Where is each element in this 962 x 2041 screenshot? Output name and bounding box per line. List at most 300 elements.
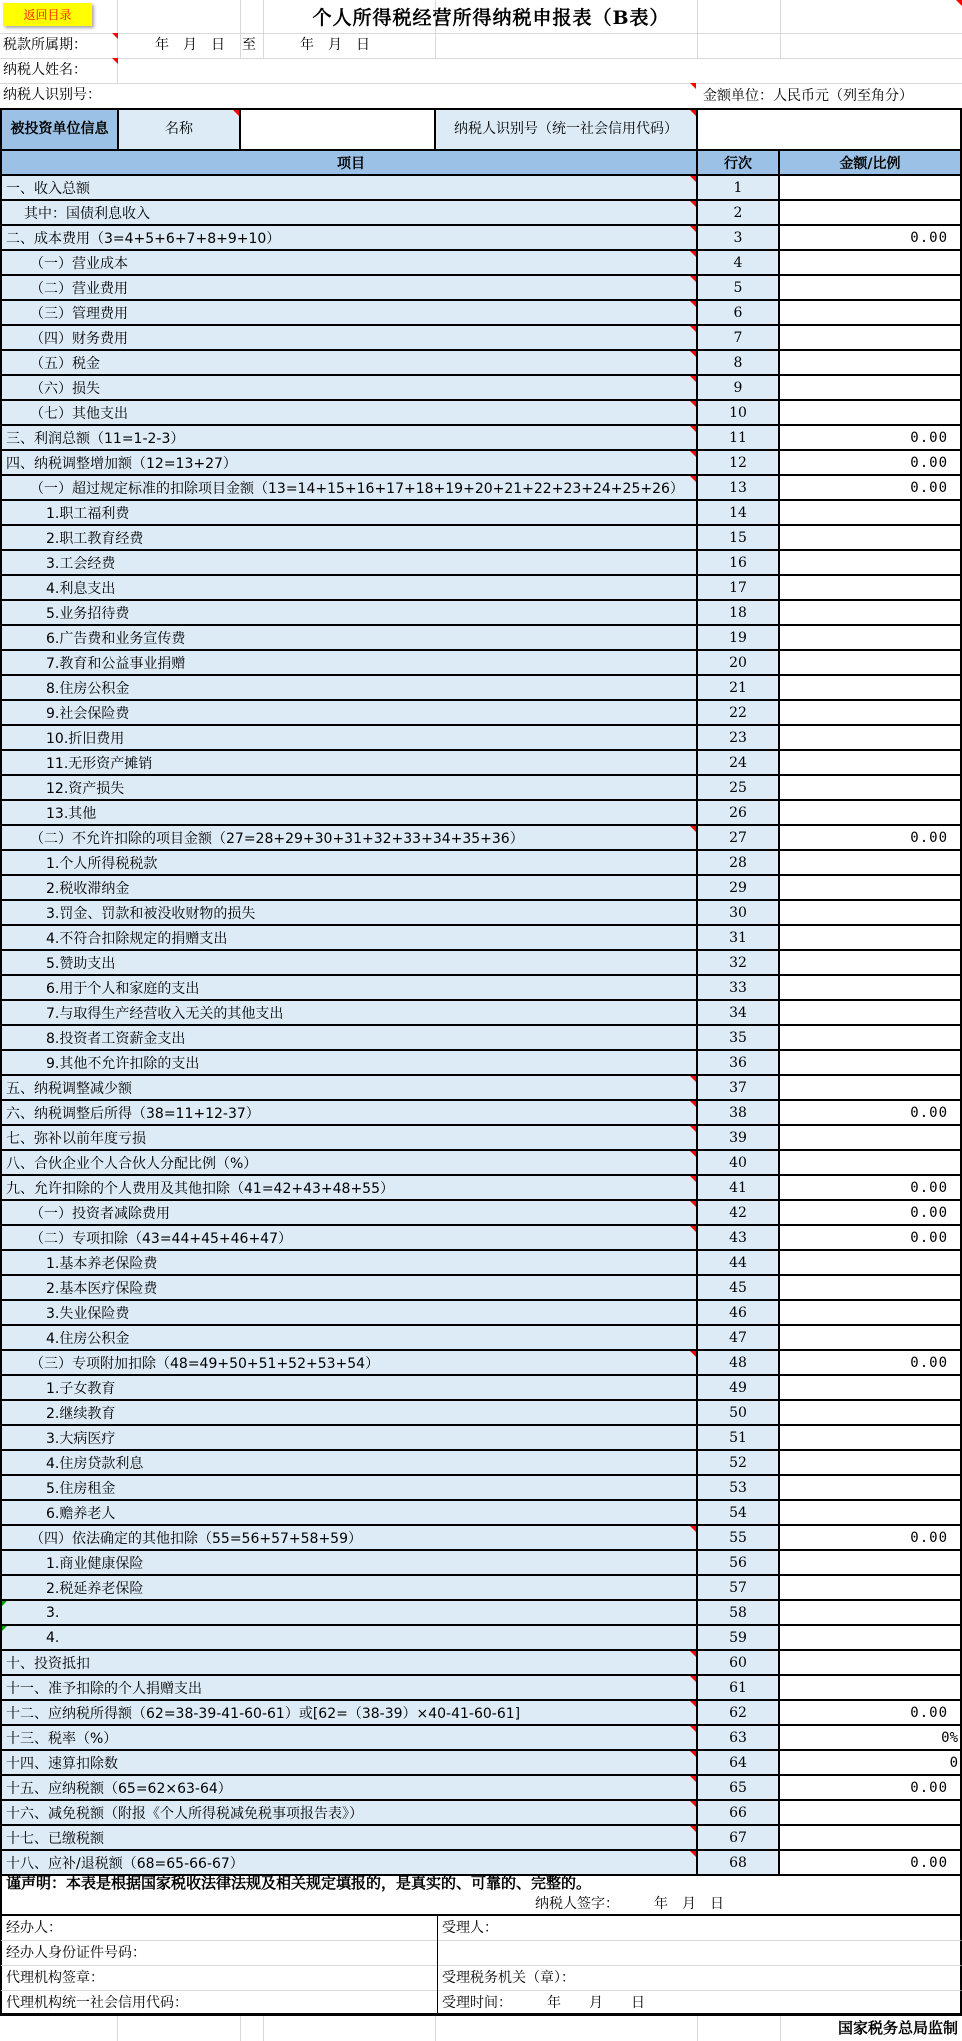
row-item-label: 6.广告费和业务宣传费 (0, 626, 698, 649)
row-item-label: 9.社会保险费 (0, 701, 698, 724)
comment-marker-icon[interactable] (690, 226, 696, 232)
table-row (0, 1251, 962, 1276)
row-line-number: 32 (698, 951, 780, 974)
row-line-number: 31 (698, 926, 780, 949)
row-line-number: 49 (698, 1376, 780, 1399)
table-row (0, 926, 962, 951)
row-item-label: 六、纳税调整后所得（38=11+12-37） (0, 1101, 698, 1124)
row-amount-input[interactable] (780, 801, 962, 824)
agency-seal-field[interactable]: 代理机构签章： (2, 1966, 438, 1991)
row-line-number: 52 (698, 1451, 780, 1474)
row-line-number: 8 (698, 351, 780, 374)
row-item-label: 4.住房贷款利息 (0, 1451, 698, 1474)
comment-marker-icon[interactable] (956, 0, 962, 6)
comment-marker-icon[interactable] (690, 1726, 696, 1732)
row-line-number: 18 (698, 601, 780, 624)
comment-marker-icon[interactable] (690, 1651, 696, 1657)
row-item-label: 8.住房公积金 (0, 676, 698, 699)
error-check-marker-icon[interactable] (2, 1601, 7, 1606)
table-row (0, 976, 962, 1001)
table-header-row (0, 151, 962, 176)
comment-marker-icon[interactable] (690, 1776, 696, 1782)
table-row (0, 1401, 962, 1426)
row-line-number: 28 (698, 851, 780, 874)
footer-row-2 (0, 1941, 962, 1966)
row-amount-input[interactable] (780, 601, 962, 624)
row-item-label: 十六、减免税额（附报《个人所得税减免税事项报告表》） (0, 1801, 698, 1824)
table-row (0, 1101, 962, 1126)
row-item-label: 七、弥补以前年度亏损 (0, 1126, 698, 1149)
comment-marker-icon[interactable] (690, 1701, 696, 1707)
receiving-date-field[interactable]: 受理时间： 年 月 日 (442, 1995, 645, 2011)
table-row (0, 776, 962, 801)
row-line-number: 15 (698, 526, 780, 549)
row-amount-input[interactable] (780, 1151, 962, 1174)
row-line-number: 60 (698, 1651, 780, 1674)
comment-marker-icon[interactable] (690, 451, 696, 457)
receiver-field[interactable]: 受理人： (442, 1920, 498, 1936)
row-amount-input[interactable]: 0.00 (780, 226, 962, 249)
taxpayer-signature-line[interactable]: 纳税人签字： 年 月 日 (535, 1896, 724, 1912)
row-line-number: 36 (698, 1051, 780, 1074)
row-line-number: 12 (698, 451, 780, 474)
table-row (0, 301, 962, 326)
row-line-number: 51 (698, 1426, 780, 1449)
row-line-number: 20 (698, 651, 780, 674)
row-amount-input[interactable]: 0.00 (780, 826, 962, 849)
comment-marker-icon[interactable] (690, 326, 696, 332)
agency-credit-code-field[interactable]: 代理机构统一社会信用代码： (2, 1991, 438, 2016)
row-amount-input[interactable]: 0.00 (780, 1851, 962, 1874)
row-line-number: 59 (698, 1626, 780, 1649)
table-row (0, 1276, 962, 1301)
row-line-number: 25 (698, 776, 780, 799)
table-row (0, 1126, 962, 1151)
row-amount-input[interactable] (780, 651, 962, 674)
table-row (0, 1701, 962, 1726)
footer-row-4 (0, 1991, 962, 2016)
row-line-number: 65 (698, 1776, 780, 1799)
row-amount-input[interactable] (780, 326, 962, 349)
column-header-item: 项目 (0, 151, 698, 174)
table-row (0, 526, 962, 551)
table-row (0, 651, 962, 676)
row-amount-input[interactable] (780, 751, 962, 774)
row-line-number: 6 (698, 301, 780, 324)
row-line-number: 57 (698, 1576, 780, 1599)
row-amount-input[interactable] (780, 626, 962, 649)
row-line-number: 17 (698, 576, 780, 599)
investee-section-label: 被投资单位信息 (0, 110, 119, 149)
investee-name-label: 名称 (119, 110, 241, 149)
table-row (0, 1176, 962, 1201)
row-line-number: 62 (698, 1701, 780, 1724)
row-item-label: 十七、已缴税额 (0, 1826, 698, 1849)
row-item-label: 二、成本费用（3=4+5+6+7+8+9+10） (0, 226, 698, 249)
declaration-block (0, 1870, 962, 1916)
row-item-label: 五、纳税调整减少额 (0, 1076, 698, 1099)
row-item-label: 3.工会经费 (0, 551, 698, 574)
investee-id-input[interactable] (698, 110, 962, 149)
agent-field[interactable]: 经办人： (2, 1916, 438, 1941)
row-amount-input[interactable] (780, 1651, 962, 1674)
table-row (0, 501, 962, 526)
row-item-label: （一）投资者减除费用 (0, 1201, 698, 1224)
row-amount-input[interactable] (780, 976, 962, 999)
row-amount-input[interactable] (780, 351, 962, 374)
row-item-label: 4.利息支出 (0, 576, 698, 599)
row-amount-input[interactable] (780, 901, 962, 924)
row-line-number: 7 (698, 326, 780, 349)
row-amount-input[interactable] (780, 1001, 962, 1024)
table-row (0, 226, 962, 251)
row-amount-input[interactable]: 0.00 (780, 426, 962, 449)
table-row (0, 551, 962, 576)
row-item-label: 10.折旧费用 (0, 726, 698, 749)
comment-marker-icon[interactable] (690, 1851, 696, 1857)
table-row (0, 276, 962, 301)
comment-marker-icon[interactable] (690, 1751, 696, 1757)
row-amount-input[interactable]: 0 (780, 1751, 962, 1774)
row-amount-input[interactable] (780, 526, 962, 549)
row-amount-input[interactable] (780, 1251, 962, 1274)
row-amount-input[interactable] (780, 1051, 962, 1074)
row-item-label: 2.税延养老保险 (0, 1576, 698, 1599)
row-item-label: 八、合伙企业个人合伙人分配比例（%） (0, 1151, 698, 1174)
comment-marker-icon[interactable] (112, 33, 118, 39)
row-line-number: 47 (698, 1326, 780, 1349)
table-row (0, 426, 962, 451)
row-amount-input[interactable] (780, 1076, 962, 1099)
footer-blank-cell (438, 1941, 960, 1966)
comment-marker-icon[interactable] (690, 110, 696, 116)
table-row (0, 1526, 962, 1551)
row-amount-input[interactable] (780, 501, 962, 524)
comment-marker-icon[interactable] (690, 176, 696, 182)
row-line-number: 5 (698, 276, 780, 299)
comment-marker-icon[interactable] (690, 1126, 696, 1132)
row-item-label: （二）专项扣除（43=44+45+46+47） (0, 1226, 698, 1249)
table-row (0, 576, 962, 601)
comment-marker-icon[interactable] (690, 376, 696, 382)
agent-id-field[interactable]: 经办人身份证件号码： (2, 1941, 438, 1966)
period-to-field[interactable]: 年 月 日 (300, 37, 370, 53)
row-amount-input[interactable] (780, 676, 962, 699)
row-item-label: 十一、准予扣除的个人捐赠支出 (0, 1676, 698, 1699)
comment-marker-icon[interactable] (690, 1526, 696, 1532)
row-item-label: 4.不符合扣除规定的捐赠支出 (0, 926, 698, 949)
row-amount-input[interactable] (780, 776, 962, 799)
comment-marker-icon[interactable] (690, 1676, 696, 1682)
table-row (0, 476, 962, 501)
investee-id-label: 纳税人识别号（统一社会信用代码） (436, 110, 698, 149)
table-row (0, 1026, 962, 1051)
row-amount-input[interactable] (780, 1801, 962, 1824)
page-title: 个人所得税经营所得纳税申报表（B表） (312, 7, 670, 29)
table-row (0, 851, 962, 876)
period-to-separator: 至 (242, 37, 256, 53)
row-item-label: 十三、税率（%） (0, 1726, 698, 1749)
row-amount-input[interactable] (780, 376, 962, 399)
row-amount-input[interactable] (780, 926, 962, 949)
comment-marker-icon[interactable] (690, 826, 696, 832)
table-row (0, 1651, 962, 1676)
row-amount-input[interactable] (780, 1476, 962, 1499)
row-item-label: 1.职工福利费 (0, 501, 698, 524)
row-item-label: 十四、速算扣除数 (0, 1751, 698, 1774)
row-amount-input[interactable] (780, 1426, 962, 1449)
row-item-label: （三）专项附加扣除（48=49+50+51+52+53+54） (0, 1351, 698, 1374)
table-row (0, 701, 962, 726)
row-line-number: 50 (698, 1401, 780, 1424)
table-row (0, 1051, 962, 1076)
row-amount-input[interactable] (780, 1551, 962, 1574)
row-amount-input[interactable] (780, 851, 962, 874)
comment-marker-icon[interactable] (690, 476, 696, 482)
row-amount-input[interactable] (780, 201, 962, 224)
row-line-number: 46 (698, 1301, 780, 1324)
row-line-number: 16 (698, 551, 780, 574)
comment-marker-icon[interactable] (233, 110, 239, 116)
comment-marker-icon[interactable] (690, 1076, 696, 1082)
row-line-number: 2 (698, 201, 780, 224)
column-header-amount: 金额/比例 (780, 151, 962, 174)
comment-marker-icon[interactable] (690, 1351, 696, 1357)
row-amount-input[interactable]: 0.00 (780, 1226, 962, 1249)
row-amount-input[interactable] (780, 1676, 962, 1699)
table-row (0, 351, 962, 376)
row-item-label: （一）超过规定标准的扣除项目金额（13=14+15+16+17+18+19+20+21+22+23+24+25+26） (0, 476, 698, 499)
row-item-label: （六）损失 (0, 376, 698, 399)
comment-marker-icon[interactable] (690, 1176, 696, 1182)
row-item-label: 2.继续教育 (0, 1401, 698, 1424)
row-item-label: （三）管理费用 (0, 301, 698, 324)
row-line-number: 35 (698, 1026, 780, 1049)
row-amount-input[interactable] (780, 1376, 962, 1399)
table-row (0, 401, 962, 426)
row-item-label: 十八、应补/退税额（68=65-66-67） (0, 1851, 698, 1874)
row-amount-input[interactable]: 0% (780, 1726, 962, 1749)
taxpayer-name-input[interactable] (118, 58, 958, 83)
row-line-number: 27 (698, 826, 780, 849)
footer-row-3 (0, 1966, 962, 1991)
comment-marker-icon[interactable] (690, 276, 696, 282)
back-to-index-button[interactable]: 返回目录 (3, 3, 92, 26)
row-item-label: 7.与取得生产经营收入无关的其他支出 (0, 1001, 698, 1024)
row-item-label: 6.赡养老人 (0, 1501, 698, 1524)
table-row (0, 1226, 962, 1251)
row-item-label: 1.商业健康保险 (0, 1551, 698, 1574)
row-item-label: 2.基本医疗保险费 (0, 1276, 698, 1299)
investee-name-input[interactable] (241, 110, 436, 149)
row-line-number: 24 (698, 751, 780, 774)
row-item-label: 3.失业保险费 (0, 1301, 698, 1324)
table-row (0, 1376, 962, 1401)
table-row (0, 1076, 962, 1101)
table-row (0, 901, 962, 926)
row-line-number: 34 (698, 1001, 780, 1024)
row-line-number: 43 (698, 1226, 780, 1249)
row-amount-input[interactable] (780, 251, 962, 274)
table-row (0, 451, 962, 476)
table-row (0, 1151, 962, 1176)
comment-marker-icon[interactable] (690, 401, 696, 407)
row-line-number: 58 (698, 1601, 780, 1624)
row-line-number: 45 (698, 1276, 780, 1299)
row-line-number: 41 (698, 1176, 780, 1199)
row-line-number: 63 (698, 1726, 780, 1749)
table-row (0, 1801, 962, 1826)
table-row (0, 801, 962, 826)
row-amount-input[interactable] (780, 1576, 962, 1599)
investee-info-row (0, 108, 962, 151)
row-amount-input[interactable]: 0.00 (780, 1201, 962, 1224)
row-item-label: 1.基本养老保险费 (0, 1251, 698, 1274)
footer-row-1 (0, 1916, 962, 1941)
table-row (0, 1426, 962, 1451)
table-row (0, 1826, 962, 1851)
row-amount-input[interactable] (780, 176, 962, 199)
row-amount-input[interactable] (780, 301, 962, 324)
row-amount-input[interactable] (780, 276, 962, 299)
row-line-number: 26 (698, 801, 780, 824)
row-amount-input[interactable]: 0.00 (780, 1526, 962, 1549)
row-line-number: 1 (698, 176, 780, 199)
row-amount-input[interactable] (780, 551, 962, 574)
row-item-label: 6.用于个人和家庭的支出 (0, 976, 698, 999)
row-item-label: 三、利润总额（11=1-2-3） (0, 426, 698, 449)
table-row (0, 676, 962, 701)
comment-marker-icon[interactable] (690, 1151, 696, 1157)
column-header-line: 行次 (698, 151, 780, 174)
row-amount-input[interactable] (780, 876, 962, 899)
row-amount-input[interactable]: 0.00 (780, 1101, 962, 1124)
receiving-office-field[interactable]: 受理税务机关（章）： (442, 1970, 575, 1986)
row-amount-input[interactable] (780, 1026, 962, 1049)
table-row (0, 1601, 962, 1626)
row-amount-input[interactable]: 0.00 (780, 451, 962, 474)
row-item-label: 十、投资抵扣 (0, 1651, 698, 1674)
row-line-number: 21 (698, 676, 780, 699)
row-amount-input[interactable] (780, 1326, 962, 1349)
row-line-number: 44 (698, 1251, 780, 1274)
taxpayer-name-label: 纳税人姓名： (3, 62, 87, 78)
row-amount-input[interactable] (780, 1126, 962, 1149)
row-item-label: 四、纳税调整增加额（12=13+27） (0, 451, 698, 474)
table-row (0, 1726, 962, 1751)
row-item-label: （一）营业成本 (0, 251, 698, 274)
row-line-number: 23 (698, 726, 780, 749)
comment-marker-icon[interactable] (690, 426, 696, 432)
table-row (0, 1001, 962, 1026)
table-row (0, 626, 962, 651)
comment-marker-icon[interactable] (690, 1201, 696, 1207)
comment-marker-icon[interactable] (690, 1101, 696, 1107)
table-row (0, 951, 962, 976)
row-amount-input[interactable] (780, 1501, 962, 1524)
table-row (0, 251, 962, 276)
comment-marker-icon[interactable] (690, 1226, 696, 1232)
table-row (0, 1301, 962, 1326)
row-line-number: 9 (698, 376, 780, 399)
row-amount-input[interactable]: 0.00 (780, 1176, 962, 1199)
row-amount-input[interactable]: 0.00 (780, 1351, 962, 1374)
comment-marker-icon[interactable] (690, 301, 696, 307)
currency-unit-label: 金额单位：人民币元（列至角分） (703, 88, 913, 104)
comment-marker-icon[interactable] (690, 201, 696, 207)
comment-marker-icon[interactable] (690, 1801, 696, 1807)
period-from-field[interactable]: 年 月 日 (155, 37, 225, 53)
row-line-number: 56 (698, 1551, 780, 1574)
table-row (0, 1476, 962, 1501)
row-item-label: 十五、应纳税额（65=62×63-64） (0, 1776, 698, 1799)
row-item-label: （七）其他支出 (0, 401, 698, 424)
row-amount-input[interactable] (780, 576, 962, 599)
table-row (0, 1501, 962, 1526)
comment-marker-icon[interactable] (690, 83, 696, 89)
table-row (0, 751, 962, 776)
row-amount-input[interactable]: 0.00 (780, 476, 962, 499)
row-item-label: 一、收入总额 (0, 176, 698, 199)
row-amount-input[interactable] (780, 1301, 962, 1324)
comment-marker-icon[interactable] (690, 251, 696, 257)
table-row (0, 876, 962, 901)
row-item-label: （二）不允许扣除的项目金额（27=28+29+30+31+32+33+34+35+36） (0, 826, 698, 849)
row-item-label: 11.无形资产摊销 (0, 751, 698, 774)
row-amount-input[interactable] (780, 701, 962, 724)
row-amount-input[interactable]: 0.00 (780, 1776, 962, 1799)
row-amount-input[interactable] (780, 1401, 962, 1424)
row-line-number: 11 (698, 426, 780, 449)
row-item-label: （五）税金 (0, 351, 698, 374)
row-line-number: 3 (698, 226, 780, 249)
row-line-number: 64 (698, 1751, 780, 1774)
row-amount-input[interactable]: 0.00 (780, 1701, 962, 1724)
table-row (0, 726, 962, 751)
table-row (0, 826, 962, 851)
row-amount-input[interactable] (780, 1601, 962, 1624)
row-item-label: （四）财务费用 (0, 326, 698, 349)
row-line-number: 19 (698, 626, 780, 649)
row-item-label: 3.大病医疗 (0, 1426, 698, 1449)
row-amount-input[interactable] (780, 951, 962, 974)
row-item-label: 2.职工教育经费 (0, 526, 698, 549)
table-row (0, 1551, 962, 1576)
row-line-number: 40 (698, 1151, 780, 1174)
row-item-label: 九、允许扣除的个人费用及其他扣除（41=42+43+48+55） (0, 1176, 698, 1199)
table-row (0, 1776, 962, 1801)
error-check-marker-icon[interactable] (2, 1626, 7, 1631)
table-row (0, 1326, 962, 1351)
row-item-label: （二）营业费用 (0, 276, 698, 299)
row-amount-input[interactable] (780, 726, 962, 749)
table-row (0, 1351, 962, 1376)
comment-marker-icon[interactable] (690, 351, 696, 357)
row-amount-input[interactable] (780, 1451, 962, 1474)
row-line-number: 54 (698, 1501, 780, 1524)
row-amount-input[interactable] (780, 1276, 962, 1299)
row-line-number: 55 (698, 1526, 780, 1549)
row-item-label: （四）依法确定的其他扣除（55=56+57+58+59） (0, 1526, 698, 1549)
comment-marker-icon[interactable] (690, 1826, 696, 1832)
taxpayer-id-input[interactable] (118, 83, 694, 108)
row-amount-input[interactable] (780, 401, 962, 424)
row-amount-input[interactable] (780, 1826, 962, 1849)
table-row (0, 1576, 962, 1601)
row-item-label: 3. (0, 1601, 698, 1624)
row-amount-input[interactable] (780, 1626, 962, 1649)
table-row (0, 601, 962, 626)
